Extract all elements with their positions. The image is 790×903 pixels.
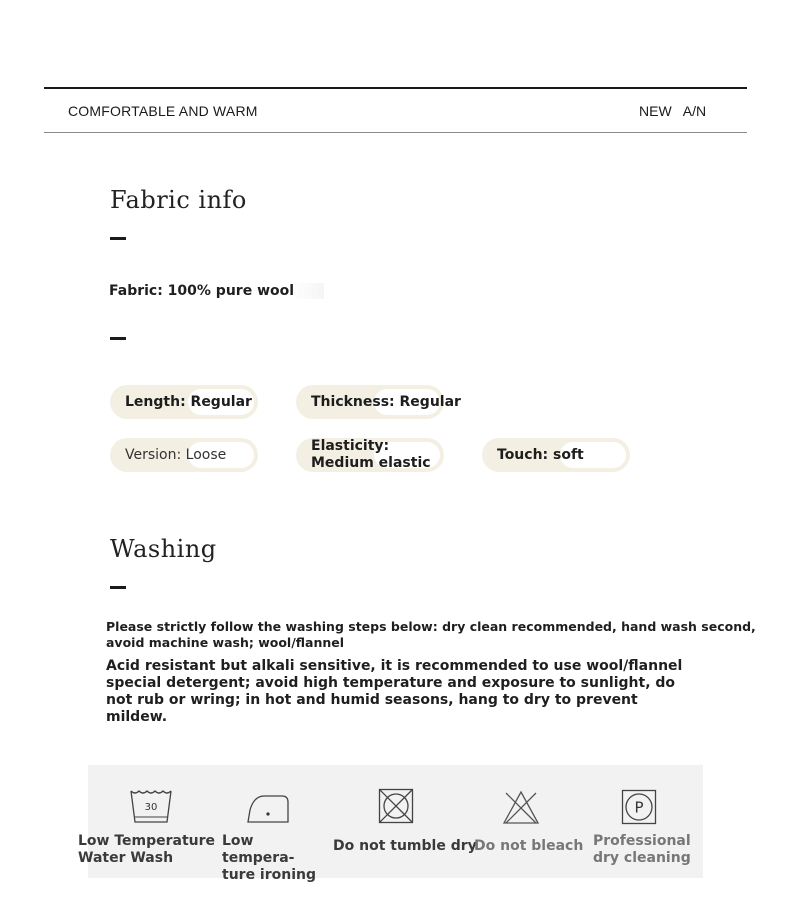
section-dash bbox=[110, 337, 126, 340]
attribute-label: Version: Loose bbox=[125, 447, 227, 463]
fabric-composition: Fabric: 100% pure wool bbox=[109, 283, 324, 299]
care-label-no-bleach: Do not bleach bbox=[474, 838, 584, 854]
attribute-pill-touch bbox=[482, 438, 630, 472]
washing-section-title: Washing bbox=[110, 535, 217, 563]
care-label-low-temp-ironing: Low tempera-ture ironing bbox=[222, 833, 317, 883]
care-label-professional-dry-cleaning: Professional dry cleaning bbox=[593, 833, 691, 866]
iron-low-icon bbox=[244, 790, 292, 826]
wash-tub-30-icon bbox=[128, 788, 174, 826]
wash-temperature: 30 bbox=[144, 802, 158, 813]
attribute-label: Elasticity: Medium elastic bbox=[311, 438, 431, 471]
attribute-label: Length: Regular bbox=[125, 394, 252, 410]
attribute-pill-length bbox=[110, 385, 258, 419]
section-dash bbox=[110, 237, 126, 240]
header-bottom-rule bbox=[44, 132, 747, 133]
care-label-no-tumble-dry: Do not tumble dry bbox=[333, 838, 477, 854]
attribute-pill-elasticity bbox=[296, 438, 444, 472]
fabric-section-title: Fabric info bbox=[110, 186, 247, 214]
section-dash bbox=[110, 586, 126, 589]
dry-clean-letter: P bbox=[634, 798, 644, 817]
attribute-pill-thickness bbox=[296, 385, 461, 419]
washing-instructions: Please strictly follow the washing steps below: dry clean recommended, hand wash second, avoid machine wash; wool/flannel bbox=[106, 619, 756, 650]
attribute-pill-version bbox=[110, 438, 258, 472]
no-bleach-icon bbox=[502, 789, 540, 827]
header-tagline: COMFORTABLE AND WARM bbox=[68, 103, 258, 119]
care-label-low-temp-wash: Low Temperature Water Wash bbox=[78, 833, 216, 866]
attribute-label: Touch: soft bbox=[497, 447, 584, 463]
no-tumble-dry-icon bbox=[378, 788, 414, 824]
header-top-rule bbox=[44, 87, 747, 89]
attribute-label: Thickness: Regular bbox=[311, 394, 461, 410]
washing-precautions: Acid resistant but alkali sensitive, it is recommended to use wool/flannel special detergent; avoid high temperature and exposure to sunlight, do not rub or wring; in hot and humid seasons, hang to dry to prevent mildew. bbox=[106, 658, 683, 725]
dry-clean-p-icon bbox=[621, 789, 657, 825]
header-right-text: NEW A/N bbox=[639, 103, 707, 119]
